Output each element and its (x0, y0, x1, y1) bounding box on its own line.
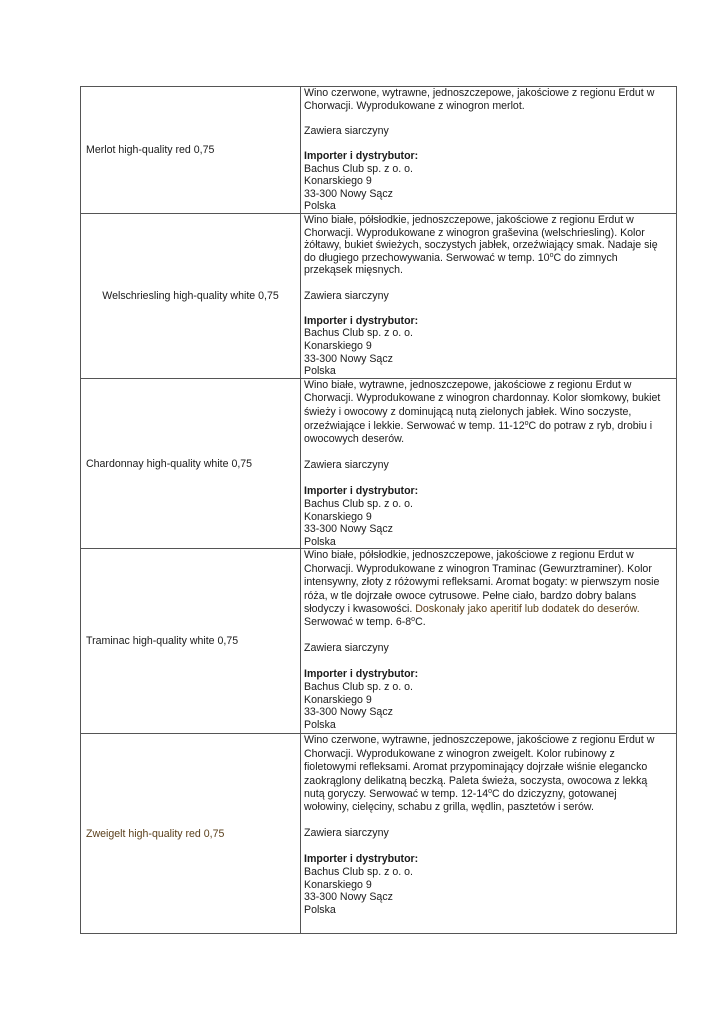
description-line (304, 616, 672, 629)
description-text: orzeźwiające i lekkie. Serwować w temp. 11-12 (304, 419, 525, 432)
table-row (81, 214, 677, 379)
description-text: do długiego przechowywania. Serwować w temp. 10 (304, 251, 550, 264)
importer-heading: Importer i dystrybutor: (304, 149, 419, 162)
description-line: Chorwacji. Wyprodukowane z winogron graševina (welschriesling). Kolor (304, 226, 645, 239)
description-line: Chorwacji. Wyprodukowane z winogron chardonnay. Kolor słomkowy, bukiet (304, 392, 661, 405)
description-line (304, 788, 672, 801)
description-line: zaokrąglony delikatną beczką. Paleta świeża, soczysta, owocowa z lekką (304, 774, 648, 787)
description-line (304, 603, 672, 616)
sulphites-note: Zawiera siarczyny (304, 289, 389, 302)
degree-mark: o (524, 419, 529, 427)
description-text: nutą goryczy. Serwować w temp. 12-14 (304, 788, 489, 801)
wine-name: Merlot high-quality red 0,75 (86, 144, 215, 156)
table-row (81, 549, 677, 734)
address-line: 33-300 Nowy Sącz (304, 891, 393, 904)
wine-description-cell (301, 549, 677, 734)
importer-heading: Importer i dystrybutor: (304, 668, 419, 681)
address-line: Bachus Club sp. z o. o. (304, 681, 413, 694)
wine-description-cell (301, 734, 677, 934)
wine-name-cell (81, 549, 301, 734)
wine-description-cell (301, 87, 677, 214)
wine-description-cell (301, 378, 677, 549)
description-line: róża, w tle dojrzałe owoce cytrusowe. Pełne ciało, bardzo dobry balans (304, 589, 637, 602)
description-text: Serwować w temp. 6-8 (304, 616, 412, 629)
description-line: owocowych deserów. (304, 433, 405, 446)
address-line: Bachus Club sp. z o. o. (304, 327, 413, 340)
description-text: słodyczy i kwasowości. (304, 603, 416, 616)
address-line: 33-300 Nowy Sącz (304, 352, 393, 365)
wine-table (80, 86, 677, 934)
description-line: Wino białe, półsłodkie, jednoszczepowe, jakościowe z regionu Erdut w (304, 549, 634, 562)
description-line: fioletowymi refleksami. Aromat przypominający dojrzałe wiśnie elegancko (304, 761, 648, 774)
description-text: C do zimnych (553, 251, 618, 264)
description-line (304, 252, 672, 265)
description-line: Wino białe, półsłodkie, jednoszczepowe, jakościowe z regionu Erdut w (304, 214, 634, 226)
address-line: Konarskiego 9 (304, 339, 372, 352)
wine-name: Chardonnay high-quality white 0,75 (86, 457, 253, 470)
description-line: Chorwacji. Wyprodukowane z winogron zweigelt. Kolor rubinowy z (304, 747, 615, 760)
address-line: Konarskiego 9 (304, 878, 372, 891)
degree-mark: o (488, 788, 493, 796)
description-line: intensywny, złoty z różowymi refleksami. Aromat bogaty: w pierwszym nosie (304, 576, 660, 589)
description-line: żółtawy, bukiet świeżych, soczystych jabłek, orzeźwiający smak. Nadaje się (304, 239, 658, 252)
degree-mark: o (411, 616, 416, 624)
address-line: 33-300 Nowy Sącz (304, 706, 393, 719)
wine-name: Traminac high-quality white 0,75 (86, 635, 239, 648)
description-line: Wino czerwone, wytrawne, jednoszczepowe, jakościowe z regionu Erdut w (304, 87, 655, 99)
degree-mark: o (549, 251, 554, 259)
wine-name: Welschriesling high-quality white 0,75 (102, 289, 279, 302)
importer-heading: Importer i dystrybutor: (304, 314, 419, 327)
wine-name: Zweigelt high-quality red 0,75 (86, 827, 225, 840)
address-line: 33-300 Nowy Sącz (304, 523, 393, 536)
description-line: przekąsek mięsnych. (304, 264, 403, 277)
sulphites-note: Zawiera siarczyny (304, 827, 389, 840)
highlighted-text: Doskonały jako aperitif lub dodatek do deserów. (415, 603, 640, 616)
description-line (304, 420, 672, 434)
address-line: Polska (304, 718, 336, 731)
table-row (81, 734, 677, 934)
address-line: Polska (304, 903, 336, 916)
wine-description-cell (301, 214, 677, 379)
description-text: C. (415, 616, 426, 629)
wine-name-cell (81, 87, 301, 214)
address-line: Konarskiego 9 (304, 693, 372, 706)
address-line: 33-300 Nowy Sącz (304, 187, 393, 200)
table-row (81, 378, 677, 549)
wine-name-cell (81, 734, 301, 934)
sulphites-note: Zawiera siarczyny (304, 642, 389, 655)
address-line: Bachus Club sp. z o. o. (304, 498, 413, 511)
address-line: Konarskiego 9 (304, 510, 372, 523)
sulphites-note: Zawiera siarczyny (304, 124, 389, 137)
description-text: C do dziczyzny, gotowanej (492, 788, 617, 801)
address-line: Polska (304, 200, 336, 213)
description-line: Chorwacji. Wyprodukowane z winogron merlot. (304, 99, 525, 112)
sulphites-note: Zawiera siarczyny (304, 459, 389, 472)
description-line: świeży i owocowy z dominującą nutą zielonych jabłek. Wino soczyste, (304, 405, 632, 418)
wine-name-cell (81, 378, 301, 549)
description-line: Wino czerwone, wytrawne, jednoszczepowe, jakościowe z regionu Erdut w (304, 734, 655, 747)
address-line: Polska (304, 365, 336, 378)
wine-name-cell (81, 214, 301, 379)
address-line: Bachus Club sp. z o. o. (304, 866, 413, 879)
description-line: wołowiny, cielęciny, schabu z grilla, wędlin, pasztetów i serów. (304, 801, 594, 814)
importer-heading: Importer i dystrybutor: (304, 853, 419, 866)
importer-heading: Importer i dystrybutor: (304, 485, 419, 498)
address-line: Konarskiego 9 (304, 175, 372, 188)
address-line: Polska (304, 535, 336, 548)
description-line: Wino białe, wytrawne, jednoszczepowe, jakościowe z regionu Erdut w (304, 378, 632, 391)
description-text: C do potraw z ryb, drobiu i (528, 419, 653, 432)
table-row (81, 87, 677, 214)
description-line: Chorwacji. Wyprodukowane z winogron Traminac (Gewurztraminer). Kolor (304, 562, 652, 575)
address-line: Bachus Club sp. z o. o. (304, 162, 413, 175)
